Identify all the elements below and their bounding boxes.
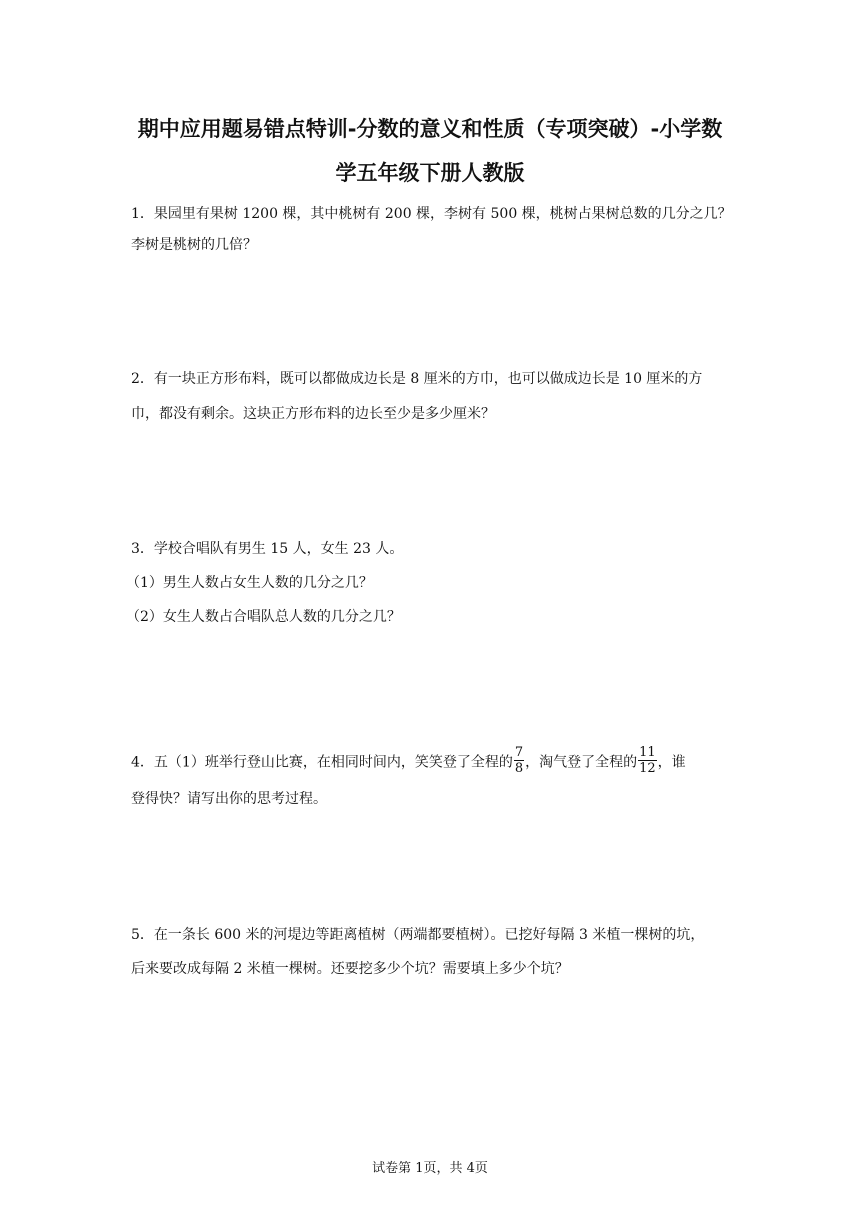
question-3-line-2: （1）男生人数占女生人数的几分之几？: [126, 575, 373, 591]
question-4-line-1: [131, 747, 686, 778]
question-4-text-part-2: ，淘气登了全程的: [525, 754, 638, 771]
question-2-line-2: 巾，都没有剩余。这块正方形布料的边长至少是多少厘米？: [131, 406, 495, 422]
question-1-line-2: 李树是桃树的几倍？: [131, 237, 257, 253]
question-4-text-part-1: 4．五（1）班举行登山比赛，在相同时间内，笑笑登了全程的: [131, 754, 513, 771]
question-5-line-1: 5．在一条长 600 米的河堤边等距离植树（两端都要植树）。已挖好每隔 3 米植一棵树的坑，: [131, 927, 705, 943]
page-title-line-1: 期中应用题易错点特训-分数的意义和性质（专项突破）-小学数: [137, 117, 723, 141]
fraction-eleven-twelfths: [638, 745, 657, 776]
fraction-numerator: 11: [639, 745, 656, 760]
question-4-text-part-3: ，谁: [657, 754, 686, 771]
page-title-line-2: 学五年级下册人教版: [335, 161, 525, 185]
fraction-seven-eighths: [514, 745, 524, 776]
fraction-denominator: 8: [514, 761, 524, 776]
question-3-line-3: （2）女生人数占合唱队总人数的几分之几？: [126, 609, 401, 625]
fraction-denominator: 12: [639, 761, 656, 776]
page-footer: 试卷第 1页，共 4页: [372, 1161, 488, 1176]
question-3-line-1: 3．学校合唱队有男生 15 人，女生 23 人。: [131, 541, 404, 557]
question-1-line-1: 1．果园里有果树 1200 棵，其中桃树有 200 棵，李树有 500 棵，桃树占果树总数的几分之几？: [131, 206, 732, 222]
question-2-line-1: 2．有一块正方形布料，既可以都做成边长是 8 厘米的方巾，也可以做成边长是 10 厘米的方: [131, 371, 703, 387]
question-4-line-2: 登得快？请写出你的思考过程。: [131, 791, 327, 807]
question-5-line-2: 后来要改成每隔 2 米植一棵树。还要挖多少个坑？需要填上多少个坑？: [131, 961, 569, 977]
fraction-numerator: 7: [514, 745, 524, 760]
